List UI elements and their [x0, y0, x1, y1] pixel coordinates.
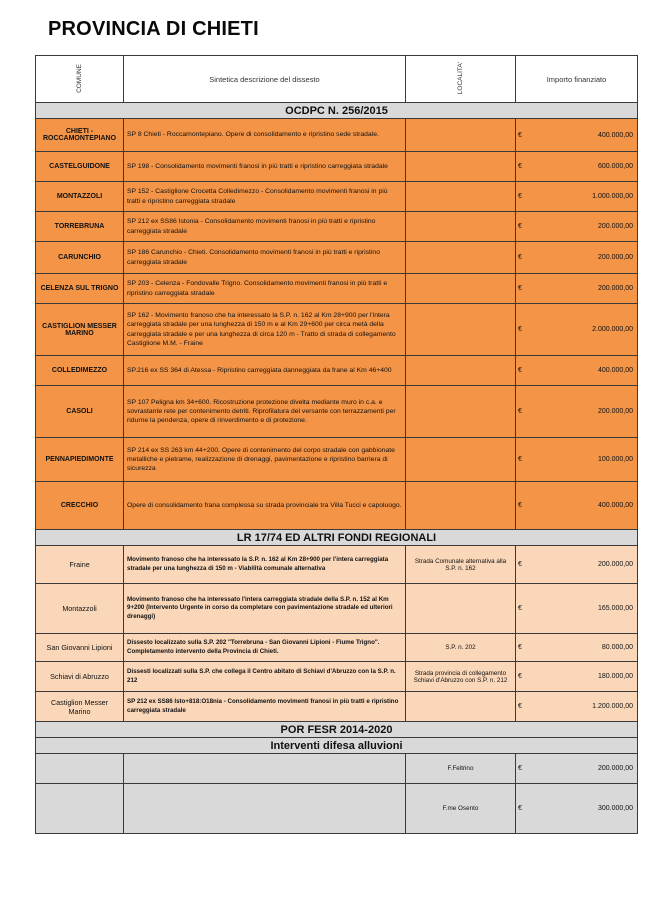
- table-row: [36, 274, 638, 304]
- description-cell: Opere di consolidamento frana complessa su strada provinciale tra Villa Tucci e capoluogo.: [124, 482, 406, 530]
- description-cell: [124, 754, 406, 784]
- comune-cell: PENNAPIEDIMONTE: [36, 438, 124, 482]
- amount-cell: 200.000,00: [528, 212, 638, 242]
- currency-cell: €: [516, 438, 528, 482]
- description-cell: SP 203 - Celenza - Fondovalle Trigno. Consolidamento movimenti franosi in più tratti e ripristino carreggiata stradale: [124, 274, 406, 304]
- table-row: [36, 662, 638, 692]
- localita-cell: [406, 386, 516, 438]
- description-cell: SP.216 ex SS 364 di Atessa - Ripristino carreggiata danneggiata da frane al Km 46+400: [124, 356, 406, 386]
- localita-cell: S.P. n. 202: [406, 634, 516, 662]
- page-title: PROVINCIA DI CHIETI: [48, 18, 259, 40]
- section-lr-title: LR 17/74 ED ALTRI FONDI REGIONALI: [36, 530, 638, 546]
- table-row: [36, 182, 638, 212]
- comune-cell: [36, 754, 124, 784]
- localita-cell: [406, 692, 516, 722]
- currency-cell: €: [516, 182, 528, 212]
- localita-cell: F.me Osento: [406, 784, 516, 834]
- comune-cell: COLLEDIMEZZO: [36, 356, 124, 386]
- localita-cell: Strada provincia di collegamento Schiavi d'Abruzzo con S.P. n. 212: [406, 662, 516, 692]
- description-cell: SP 214 ex SS 263 km 44+200. Opere di contenimento del corpo stradale con gabbionate metalliche e pietrame, realizzazione di drenaggi, pavimentazione e ripristino barriera di sicurezza: [124, 438, 406, 482]
- amount-cell: 400.000,00: [528, 356, 638, 386]
- amount-cell: 400.000,00: [528, 119, 638, 152]
- localita-cell: Strada Comunale alternativa alla S.P. n. 162: [406, 546, 516, 584]
- table-row: [36, 242, 638, 274]
- comune-cell: CASOLI: [36, 386, 124, 438]
- localita-cell: [406, 584, 516, 634]
- currency-cell: €: [516, 784, 528, 834]
- currency-cell: €: [516, 692, 528, 722]
- amount-cell: 200.000,00: [528, 754, 638, 784]
- description-cell: Movimento franoso che ha interessato la S.P. n. 162 al Km 28+900 per l'intera carreggiata stradale per una lunghezza di 150 m - Viabilità comunale alternativa: [124, 546, 406, 584]
- amount-cell: 165.000,00: [528, 584, 638, 634]
- comune-cell: TORREBRUNA: [36, 212, 124, 242]
- table-row: [36, 634, 638, 662]
- comune-cell: CARUNCHIO: [36, 242, 124, 274]
- localita-cell: [406, 119, 516, 152]
- section-por-title: POR FESR 2014-2020: [36, 722, 638, 738]
- table-row: [36, 784, 638, 834]
- section-interventi: [36, 738, 638, 754]
- header-comune: COMUNE: [36, 56, 124, 103]
- amount-cell: 200.000,00: [528, 546, 638, 584]
- currency-cell: €: [516, 754, 528, 784]
- comune-cell: CASTIGLION MESSER MARINO: [36, 304, 124, 356]
- localita-cell: [406, 152, 516, 182]
- comune-cell: San Giovanni Lipioni: [36, 634, 124, 662]
- header-localita: LOCALITA': [406, 56, 516, 103]
- table-row: [36, 584, 638, 634]
- description-cell: SP 152 - Castiglione Crocetta Colledimezzo - Consolidamento movimenti franosi in più tratti e ripristino carreggiata stradale: [124, 182, 406, 212]
- currency-cell: €: [516, 482, 528, 530]
- comune-cell: CASTELGUIDONE: [36, 152, 124, 182]
- description-cell: Movimento franoso che ha interessato l'intera carreggiata stradale della S.P. n. 152 al Km 9+200 (Intervento Urgente in corso da completare con pavimentazione stradale ed ulteriori drenaggi): [124, 584, 406, 634]
- table-row: [36, 304, 638, 356]
- comune-cell: Fraine: [36, 546, 124, 584]
- table-row: [36, 386, 638, 438]
- amount-cell: 200.000,00: [528, 386, 638, 438]
- localita-cell: [406, 274, 516, 304]
- amount-cell: 1.000.000,00: [528, 182, 638, 212]
- amount-cell: 300.000,00: [528, 784, 638, 834]
- localita-cell: [406, 356, 516, 386]
- localita-cell: [406, 212, 516, 242]
- table-row: [36, 212, 638, 242]
- localita-cell: F.Feltrino: [406, 754, 516, 784]
- amount-cell: 200.000,00: [528, 274, 638, 304]
- currency-cell: €: [516, 242, 528, 274]
- amount-cell: 80.000,00: [528, 634, 638, 662]
- description-cell: SP 8 Chieti - Roccamontepiano. Opere di consolidamento e ripristino sede stradale.: [124, 119, 406, 152]
- localita-cell: [406, 182, 516, 212]
- comune-cell: Montazzoli: [36, 584, 124, 634]
- comune-cell: CELENZA SUL TRIGNO: [36, 274, 124, 304]
- description-cell: SP 212 ex SS86 Isto+818:O18nia - Consolidamento movimenti franosi in più tratti e ripristino carreggiata stradale: [124, 692, 406, 722]
- amount-cell: 2.000.000,00: [528, 304, 638, 356]
- currency-cell: €: [516, 152, 528, 182]
- currency-cell: €: [516, 304, 528, 356]
- currency-cell: €: [516, 212, 528, 242]
- currency-cell: €: [516, 662, 528, 692]
- table-row: [36, 356, 638, 386]
- table-row: [36, 754, 638, 784]
- table-row: [36, 119, 638, 152]
- table-row: [36, 546, 638, 584]
- table-row: [36, 152, 638, 182]
- description-cell: [124, 784, 406, 834]
- comune-cell: CRECCHIO: [36, 482, 124, 530]
- funding-table: [35, 55, 638, 834]
- localita-cell: [406, 482, 516, 530]
- description-cell: Dissesti localizzati sulla S.P. che collega il Centro abitato di Schiavi d'Abruzzo con la S.P. n. 212: [124, 662, 406, 692]
- section-ocdpc: [36, 103, 638, 119]
- currency-cell: €: [516, 584, 528, 634]
- header-descrizione: Sintetica descrizione del dissesto: [124, 56, 406, 103]
- currency-cell: €: [516, 386, 528, 438]
- section-por: [36, 722, 638, 738]
- localita-cell: [406, 438, 516, 482]
- header-importo: Importo finanziato: [516, 56, 638, 103]
- comune-cell: MONTAZZOLI: [36, 182, 124, 212]
- table-row: [36, 482, 638, 530]
- currency-cell: €: [516, 634, 528, 662]
- description-cell: SP 186 Carunchio - Chieti. Consolidamento movimenti franosi in più tratti e ripristino carreggiata stradale: [124, 242, 406, 274]
- currency-cell: €: [516, 546, 528, 584]
- description-cell: SP 198 - Consolidamento movimenti franosi in più tratti e ripristino carreggiata stradale: [124, 152, 406, 182]
- amount-cell: 200.000,00: [528, 242, 638, 274]
- description-cell: SP 212 ex SS86 Istonia - Consolidamento movimenti franosi in più tratti e ripristino carreggiata stradale: [124, 212, 406, 242]
- table-row: [36, 438, 638, 482]
- comune-cell: [36, 784, 124, 834]
- description-cell: SP 107 Peligna km 34+600. Ricostruzione protezione divelta mediante muro in c.a. e sovrastante rete per contenimento detriti. Riprofilatura del versante con terrazzamenti per ridurne la pendenza, opere di rinverdimento e di protezione.: [124, 386, 406, 438]
- description-cell: SP 162 - Movimento franoso che ha interessato la S.P. n. 162 al Km 28+900 per l'intera carreggiata stradale per una lunghezza di 150 m e al Km 29+600 per circa metà della carreggiata stradale e per una lunghezza di circa 120 m - Tratto di strada di collegamento Castiglione M.M. - Fraine: [124, 304, 406, 356]
- section-interventi-title: Interventi difesa alluvioni: [36, 738, 638, 754]
- currency-cell: €: [516, 356, 528, 386]
- localita-cell: [406, 242, 516, 274]
- localita-cell: [406, 304, 516, 356]
- description-cell: Dissesto localizzato sulla S.P. 202 "Torrebruna - San Giovanni Lipioni - Fiume Trigno". Completamento intervento della Provincia di Chieti.: [124, 634, 406, 662]
- section-lr: [36, 530, 638, 546]
- currency-cell: €: [516, 274, 528, 304]
- amount-cell: 180.000,00: [528, 662, 638, 692]
- amount-cell: 100.000,00: [528, 438, 638, 482]
- currency-cell: €: [516, 119, 528, 152]
- table-row: [36, 692, 638, 722]
- amount-cell: 1.200.000,00: [528, 692, 638, 722]
- amount-cell: 400.000,00: [528, 482, 638, 530]
- header-row: [36, 56, 638, 103]
- section-ocdpc-title: OCDPC N. 256/2015: [36, 103, 638, 119]
- amount-cell: 600.000,00: [528, 152, 638, 182]
- comune-cell: Castiglion Messer Marino: [36, 692, 124, 722]
- comune-cell: Schiavi di Abruzzo: [36, 662, 124, 692]
- comune-cell: CHIETI - ROCCAMONTEPIANO: [36, 119, 124, 152]
